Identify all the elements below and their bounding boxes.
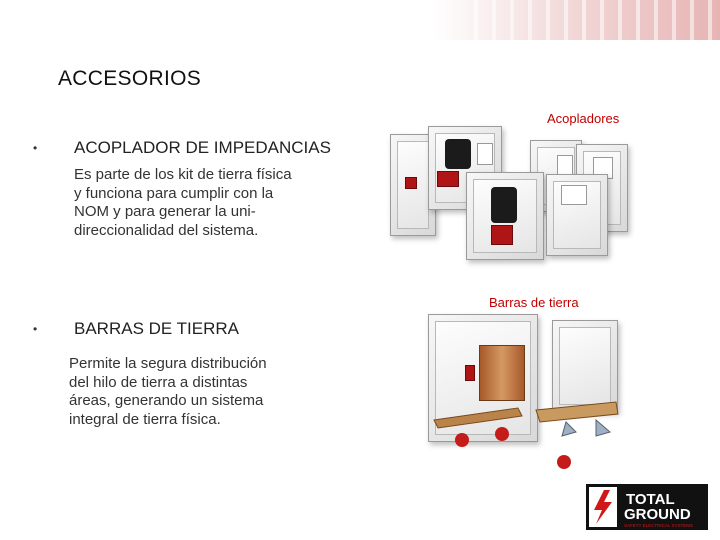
bullet-impedance: •: [33, 141, 38, 155]
red-insulator: [495, 427, 509, 441]
red-plate: [491, 225, 513, 245]
copper-bar: [536, 402, 618, 422]
text-line: áreas, generando un sistema: [69, 392, 264, 409]
text-line: y funciona para cumplir con la: [74, 184, 274, 202]
couplers-photo: [372, 124, 640, 264]
coupler-core: [445, 139, 471, 169]
bullet-ground-bars: •: [33, 322, 38, 336]
logo-line1: TOTAL: [626, 491, 675, 508]
red-plate: [437, 171, 459, 187]
red-plate: [405, 177, 417, 189]
header-band: [0, 0, 720, 40]
ground-bars-heading: BARRAS DE TIERRA: [74, 319, 240, 338]
ground-bars-photo: [426, 310, 622, 472]
text-line: direccionalidad del sistema.: [74, 221, 259, 239]
ground-bars-description: [69, 355, 267, 429]
copper-bar: [434, 408, 522, 428]
mounting-bracket: [596, 420, 610, 436]
impedance-heading: ACOPLADOR DE IMPEDANCIAS: [74, 138, 331, 157]
couplers-caption: Acopladores: [547, 111, 620, 126]
coupler-core: [491, 187, 517, 223]
cabinet-image: [546, 174, 608, 256]
impedance-description: [74, 166, 292, 240]
text-line: NOM y para generar la uni-: [74, 203, 256, 220]
logo-tagline: SAFETY ELECTRICAL SYSTEMS: [624, 523, 694, 528]
cabinet-label: [477, 143, 493, 165]
ground-bars-drawing: [426, 310, 622, 472]
ground-bars-caption: Barras de tierra: [489, 295, 579, 310]
mounting-bracket: [562, 422, 576, 436]
text-line: Es parte de los kit de tierra física: [74, 166, 292, 183]
red-insulator: [455, 433, 469, 447]
logo-graphic: [586, 484, 708, 530]
slide-title: ACCESORIOS: [58, 67, 202, 90]
text-line: del hilo de tierra a distintas: [69, 373, 248, 391]
text-line: Permite la segura distribución: [69, 355, 267, 372]
logo-line2: GROUND: [624, 506, 691, 523]
red-insulator: [557, 455, 571, 469]
cabinet-label: [561, 185, 587, 205]
total-ground-logo: [586, 484, 708, 530]
cabinet-image: [466, 172, 544, 260]
text-line: integral de tierra física.: [69, 410, 221, 428]
cabinet-label: [557, 155, 573, 175]
